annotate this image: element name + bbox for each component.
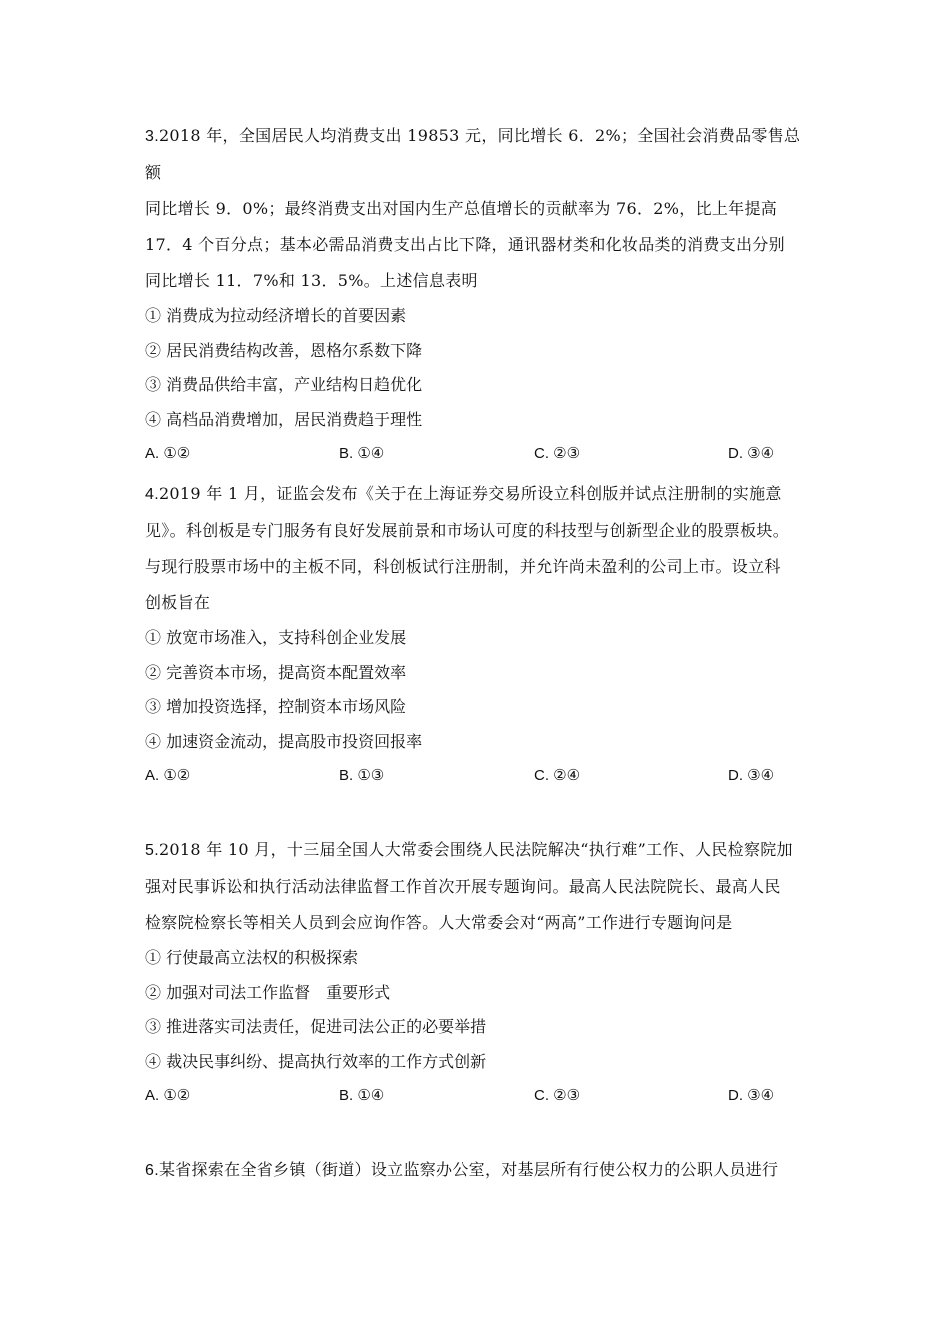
- choice-d[interactable]: D. ③④: [728, 1087, 775, 1104]
- question-number: 6.: [145, 1162, 159, 1179]
- stem-line: 某省探索在全省乡镇（街道）设立监察办公室，对基层所有行使公权力的公职人员进行: [158, 1160, 779, 1179]
- stem-line: 2018 年，全国居民人均消费支出 19853 元，同比增长 6．2%；全国社会消费品零售总额: [145, 126, 801, 182]
- choice-a[interactable]: A. ①②: [145, 767, 191, 784]
- answer-choices: [145, 437, 810, 471]
- question-5: [145, 832, 810, 1113]
- choice-b[interactable]: B. ①④: [339, 1087, 385, 1104]
- statement-2: ② 完善资本市场，提高资本配置效率: [145, 662, 407, 682]
- stem-line: 17．4 个百分点；基本必需品消费支出占比下降，通讯器材类和化妆品类的消费支出分别: [145, 235, 785, 254]
- question-stem: [145, 832, 810, 941]
- choice-b[interactable]: B. ①③: [339, 767, 385, 784]
- statement-3: ③ 增加投资选择，控制资本市场风险: [145, 697, 407, 716]
- stem-line: 检察院检察长等相关人员到会应询作答。人大常委会对“两高”工作进行专题询问是: [145, 913, 733, 932]
- statement-1: ① 放宽市场准入，支持科创企业发展: [145, 628, 407, 647]
- question-number: 4.: [145, 486, 159, 503]
- choice-d[interactable]: D. ③④: [728, 767, 775, 784]
- stem-line: 同比增长 9．0%；最终消费支出对国内生产总值增长的贡献率为 76．2%，比上年提高: [145, 199, 778, 218]
- statement-2: ② 居民消费结构改善，恩格尔系数下降: [145, 340, 423, 360]
- question-6: [145, 1152, 810, 1189]
- stem-line: 2019 年 1 月，证监会发布《关于在上海证券交易所设立科创版并试点注册制的实施意: [158, 484, 782, 503]
- choice-c[interactable]: C. ②③: [534, 445, 581, 462]
- statement-4: ④ 加速资金流动，提高股市投资回报率: [145, 731, 423, 751]
- stem-line: 2018 年 10 月，十三届全国人大常委会围绕人民法院解决“执行难”工作、人民检察院加: [158, 840, 793, 859]
- statement-3: ③ 推进落实司法责任，促进司法公正的必要举措: [145, 1017, 487, 1036]
- question-number: 5.: [145, 842, 159, 859]
- answer-choices: [145, 1079, 810, 1113]
- question-4: [145, 476, 810, 793]
- question-stem: [145, 1152, 810, 1189]
- choice-c[interactable]: C. ②④: [534, 767, 581, 784]
- statement-3: ③ 消费品供给丰富，产业结构日趋优化: [145, 375, 423, 394]
- statement-4: ④ 高档品消费增加，居民消费趋于理性: [145, 409, 423, 429]
- question-stem: [145, 476, 810, 621]
- stem-line: 同比增长 11．7%和 13．5%。上述信息表明: [145, 271, 478, 290]
- answer-choices: [145, 759, 810, 793]
- statement-2: ② 加强对司法工作监督 重要形式: [145, 982, 391, 1002]
- stem-line: 见》。科创板是专门服务有良好发展前景和市场认可度的科技型与创新型企业的股票板块。: [145, 521, 790, 540]
- statement-1: ① 消费成为拉动经济增长的首要因素: [145, 306, 407, 325]
- statement-4: ④ 裁决民事纠纷、提高执行效率的工作方式创新: [145, 1051, 487, 1071]
- choice-d[interactable]: D. ③④: [728, 445, 775, 462]
- choice-a[interactable]: A. ①②: [145, 1087, 191, 1104]
- statement-1: ① 行使最高立法权的积极探索: [145, 948, 359, 967]
- choice-a[interactable]: A. ①②: [145, 445, 191, 462]
- stem-line: 强对民事诉讼和执行活动法律监督工作首次开展专题询问。最高人民法院院长、最高人民: [145, 877, 781, 896]
- question-number: 3.: [145, 128, 159, 145]
- choice-c[interactable]: C. ②③: [534, 1087, 581, 1104]
- question-stem: [145, 118, 810, 299]
- choice-b[interactable]: B. ①④: [339, 445, 385, 462]
- stem-line: 与现行股票市场中的主板不同，科创板试行注册制，并允许尚未盈利的公司上市。设立科: [145, 557, 781, 576]
- stem-line: 创板旨在: [145, 593, 211, 612]
- question-3: [145, 118, 810, 471]
